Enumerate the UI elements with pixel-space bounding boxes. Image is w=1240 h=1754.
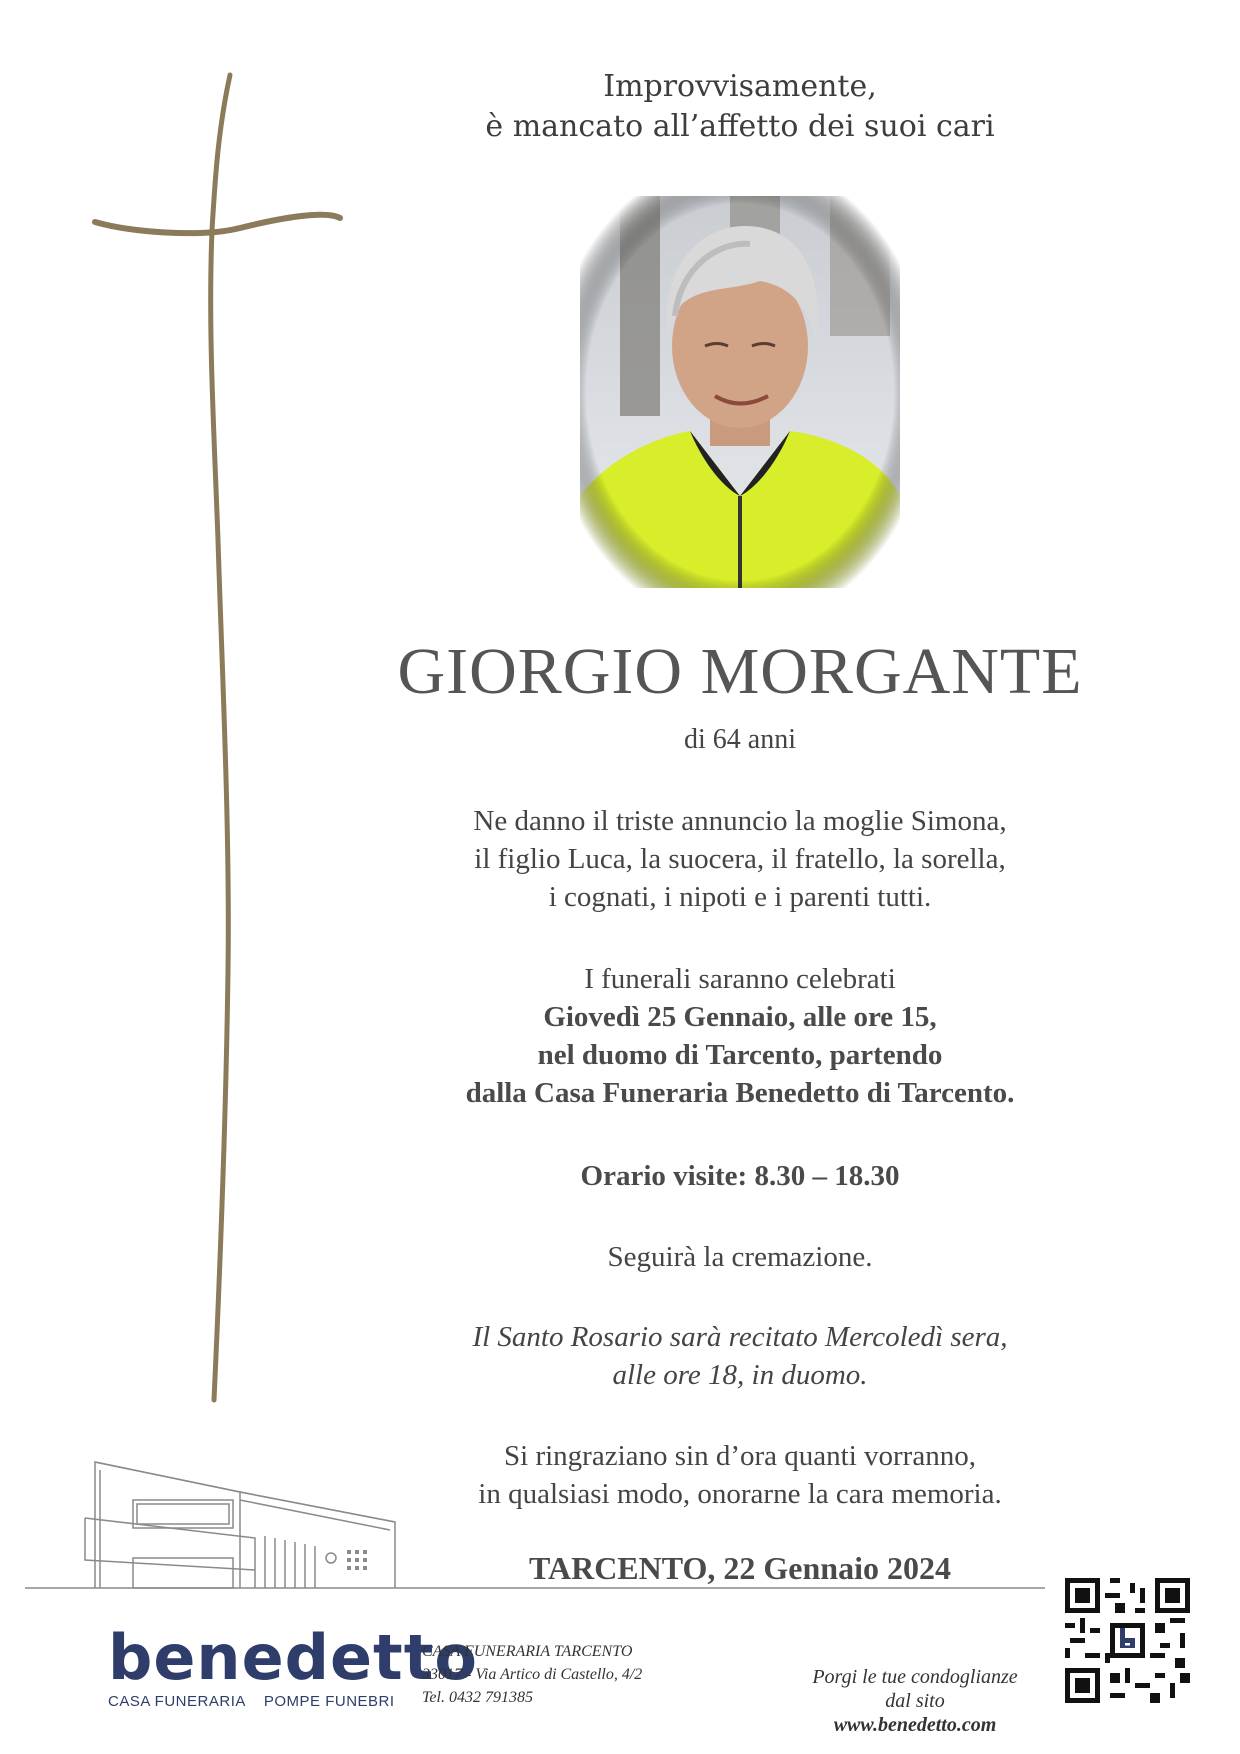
qr-code[interactable] (1065, 1578, 1190, 1703)
condolence-prefix: dal sito (885, 1690, 945, 1712)
funeral-line-2: Giovedì 25 Gennaio, alle ore 15, (543, 1001, 937, 1033)
funeral-line-4: dalla Casa Funeraria Benedetto di Tarcento. (465, 1077, 1015, 1109)
funeral-text (395, 960, 1085, 1112)
rosary-line-1: Il Santo Rosario sarà recitato Mercoledì sera, (472, 1321, 1008, 1353)
announcement-line-3: i cognati, i nipoti e i parenti tutti. (548, 881, 932, 913)
condolence-line-2 (780, 1689, 1050, 1737)
logo-sub-right: POMPE FUNEBRI (263, 1693, 395, 1710)
logo-subtitle (108, 1693, 395, 1710)
building-illustration (25, 1440, 1065, 1610)
funeral-line-3: nel duomo di Tarcento, partendo (537, 1039, 943, 1071)
logo-sub-left: CASA FUNERARIA (108, 1693, 246, 1710)
portrait-photo (580, 196, 900, 588)
funeral-line-1: I funerali saranno celebrati (584, 963, 896, 995)
thanks-line-2: in qualsiasi modo, onorarne la cara memoria. (478, 1478, 1002, 1510)
funeral-home-address (422, 1640, 642, 1709)
logo-wordmark: benedetto (108, 1621, 478, 1694)
intro-line-2: è mancato all’affetto dei suoi cari (485, 109, 995, 144)
intro-line-1: Improvvisamente, (603, 69, 877, 104)
visiting-hours: Orario visite: 8.30 – 18.30 (580, 1160, 900, 1192)
address-line-3: Tel. 0432 791385 (422, 1689, 533, 1706)
thanks-line-1: Si ringraziano sin d’ora quanti vorranno, (504, 1440, 976, 1472)
deceased-name: GIORGIO MORGANTE (397, 635, 1083, 708)
cremation-note: Seguirà la cremazione. (607, 1241, 873, 1273)
rosary-text (395, 1318, 1085, 1394)
condolence-text (780, 1665, 1050, 1737)
announcement-text (395, 802, 1085, 916)
address-line-1: CASA FUNERARIA TARCENTO (422, 1643, 633, 1660)
condolence-line-1: Porgi le tue condoglianze (812, 1666, 1018, 1688)
announcement-line-1: Ne danno il triste annuncio la moglie Simona, (473, 805, 1007, 837)
rosary-line-2: alle ore 18, in duomo. (612, 1359, 868, 1391)
deceased-age: di 64 anni (684, 724, 796, 755)
place-date: TARCENTO, 22 Gennaio 2024 (529, 1550, 951, 1586)
address-line-2: 33017 - Via Artico di Castello, 4/2 (422, 1666, 643, 1683)
announcement-line-2: il figlio Luca, la suocera, il fratello, la sorella, (474, 843, 1006, 875)
condolence-site-link[interactable]: www.benedetto.com (833, 1714, 997, 1736)
intro-text (395, 67, 1085, 147)
cross-icon (90, 70, 360, 1410)
